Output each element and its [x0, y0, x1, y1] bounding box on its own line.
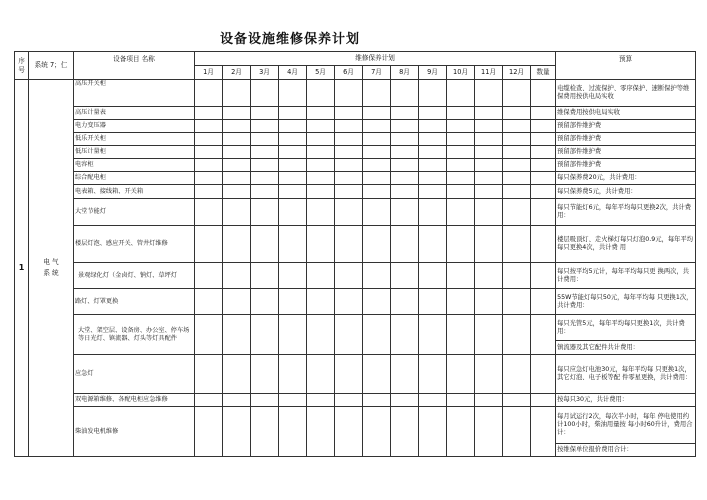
- header-item: 设备项目 名称: [74, 52, 195, 80]
- group-seq: 1: [15, 80, 29, 457]
- table-row: [15, 185, 696, 199]
- item-name: 双电源箱维修、各配电柜应急维修: [74, 394, 195, 407]
- page-title: 设备设施维修保养计划: [219, 32, 360, 47]
- header-system: 系统 7；仁: [29, 52, 74, 80]
- table-row: [15, 159, 696, 172]
- table-row: [15, 226, 696, 263]
- table-row: [15, 355, 696, 394]
- header-qty: 数量: [531, 66, 556, 80]
- table-row: [15, 263, 696, 289]
- table-row: [15, 146, 696, 159]
- header-month: 3月: [251, 66, 279, 80]
- header-month: 10月: [447, 66, 475, 80]
- item-name: 大堂、架空层、设备房、办公室、停车场等日光灯、镇流器、灯头等灯具配件: [74, 315, 195, 355]
- table-row: [15, 133, 696, 146]
- table-row: [15, 107, 696, 120]
- header-month: 4月: [279, 66, 307, 80]
- budget-cell: 每只应急灯电池30元，每年平均每 只更换1次，其它灯泡、电子板等配 件零星更换，共计费用：: [556, 355, 696, 394]
- item-name: 电容柜: [74, 159, 195, 172]
- budget-cell: 预留部件维护费: [556, 133, 696, 146]
- budget-cell: 每只光管5元，每年平均每只更换1次，共计费用：: [556, 315, 696, 341]
- budget-cell: 按每只30元，共计费用：: [556, 394, 696, 407]
- header-seq: 序号: [15, 52, 29, 80]
- budget-cell: 55W节能灯每只50元，每年平均每 只更换1次，共计费用：: [556, 289, 696, 315]
- header-month: 8月: [391, 66, 419, 80]
- table-row: [15, 199, 696, 226]
- budget-cell: 每只保养费20元，共计费用：: [556, 172, 696, 185]
- budget-cell: 每只保养费5元，共计费用：: [556, 185, 696, 199]
- budget-cell: 楼层吸顶灯、走火梯灯每只灯泡0.9元，每年平均每只更换4次，共计费 用: [556, 226, 696, 263]
- item-name: 应急灯: [74, 355, 195, 394]
- budget-cell: 预留部件维护费: [556, 120, 696, 133]
- item-name: 高压计量表: [74, 107, 195, 120]
- budget-cell: 每只节能灯6元，每年平均每只更换2次，共计费用：: [556, 199, 696, 226]
- budget-cell: 按维保单位报价费用合计：: [556, 444, 696, 457]
- budget-cell: 维保费用按供电局实收: [556, 107, 696, 120]
- budget-cell: 每月试运行2次，每次半小时，每年 停电使用约计100小时，柴油用量按 每小时60升计，费用合计：: [556, 407, 696, 444]
- header-month: 5月: [307, 66, 335, 80]
- header-month: 6月: [335, 66, 363, 80]
- header-month: 11月: [475, 66, 503, 80]
- item-name: 路灯、灯罩更换: [74, 289, 195, 315]
- header-month: 7月: [363, 66, 391, 80]
- table-row: [15, 120, 696, 133]
- table-row: [15, 315, 696, 341]
- budget-cell: 每只按平均5元计，每年平均每只更 换两次，共计费用：: [556, 263, 696, 289]
- budget-cell: 预留部件维护费: [556, 159, 696, 172]
- header-month: 1月: [195, 66, 223, 80]
- header-plan: 维修保养计划: [195, 52, 556, 66]
- maintenance-plan-table: [14, 51, 696, 457]
- item-name: 低压计量柜: [74, 146, 195, 159]
- group-system: 电 气 系 统: [29, 80, 74, 457]
- budget-cell: 预留部件维护费: [556, 146, 696, 159]
- item-name: 综合配电柜: [74, 172, 195, 185]
- item-name: 景观绿化灯（金卤灯、钠灯、草坪灯: [74, 263, 195, 289]
- header-month: 9月: [419, 66, 447, 80]
- item-name: 电力变压器: [74, 120, 195, 133]
- item-name: 高压开关柜: [74, 80, 195, 107]
- table-row: [15, 394, 696, 407]
- table-row: [15, 407, 696, 444]
- budget-cell: 镇流器及其它配件共计费用：: [556, 341, 696, 355]
- item-name: 低乐开关柜: [74, 133, 195, 146]
- budget-cell: 电缆检查、过流保护、零序保护、速断保护等维保费用按供电局实收: [556, 80, 696, 107]
- item-name: 楼层灯泡、感应开关、管井灯维修: [74, 226, 195, 263]
- item-name: 电表箱、接线箱、开关箱: [74, 185, 195, 199]
- header-month: 12月: [503, 66, 531, 80]
- header-budget: 预算: [556, 52, 696, 80]
- table-row: [15, 80, 696, 107]
- header-month: 2月: [223, 66, 251, 80]
- table-row: [15, 172, 696, 185]
- table-row: [15, 289, 696, 315]
- item-name: 大堂节能灯: [74, 199, 195, 226]
- item-name: 柴油发电机维修: [74, 407, 195, 457]
